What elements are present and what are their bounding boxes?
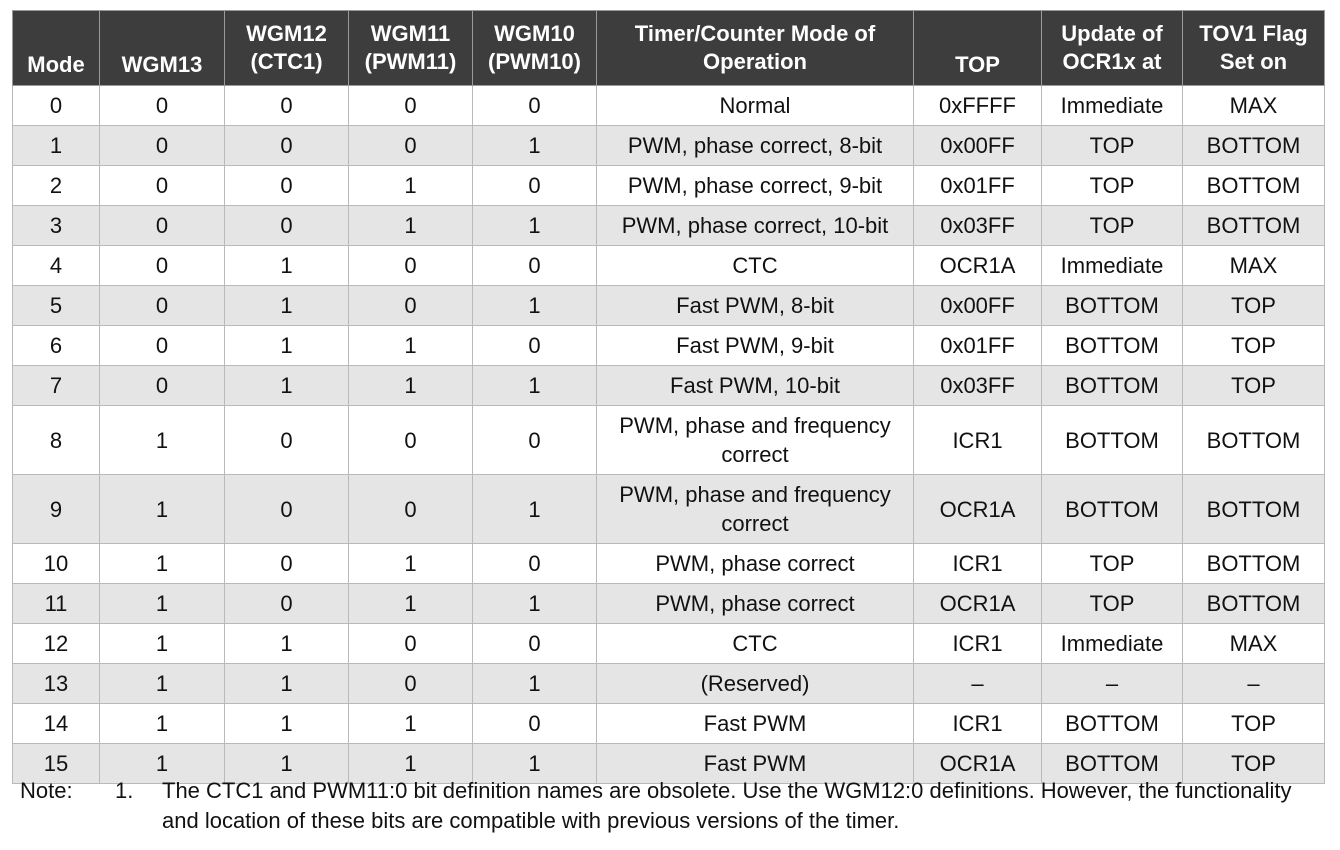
- cell-wgm12: 1: [225, 246, 349, 286]
- cell-tov1: BOTTOM: [1183, 475, 1325, 544]
- header-row: [13, 11, 1325, 86]
- header-tov1-line1: TOV1 Flag: [1199, 21, 1308, 46]
- cell-wgm10: 1: [473, 744, 597, 784]
- table-row: [13, 624, 1325, 664]
- cell-mode: 5: [13, 286, 100, 326]
- header-mode-text: Mode: [27, 52, 85, 77]
- header-wgm10-line1: WGM10: [494, 21, 575, 46]
- cell-top: OCR1A: [914, 475, 1042, 544]
- cell-operation: PWM, phase and frequency correct: [597, 406, 914, 475]
- header-wgm12-line1: WGM12: [246, 21, 327, 46]
- cell-operation: Fast PWM: [597, 744, 914, 784]
- cell-tov1: –: [1183, 664, 1325, 704]
- mode-table: [12, 10, 1325, 784]
- cell-mode: 8: [13, 406, 100, 475]
- header-update-line2: OCR1x at: [1062, 49, 1162, 74]
- cell-update: TOP: [1042, 206, 1183, 246]
- cell-wgm13: 1: [100, 664, 225, 704]
- cell-wgm11: 1: [349, 366, 473, 406]
- cell-operation: PWM, phase and frequency correct: [597, 475, 914, 544]
- cell-mode: 15: [13, 744, 100, 784]
- header-operation: [597, 11, 914, 86]
- cell-wgm12: 1: [225, 286, 349, 326]
- cell-tov1: BOTTOM: [1183, 584, 1325, 624]
- cell-mode: 2: [13, 166, 100, 206]
- table-row: [13, 286, 1325, 326]
- cell-wgm10: 1: [473, 475, 597, 544]
- cell-wgm12: 0: [225, 475, 349, 544]
- cell-mode: 11: [13, 584, 100, 624]
- cell-mode: 1: [13, 126, 100, 166]
- cell-wgm11: 1: [349, 326, 473, 366]
- cell-wgm10: 0: [473, 166, 597, 206]
- cell-update: TOP: [1042, 584, 1183, 624]
- cell-operation: (Reserved): [597, 664, 914, 704]
- table-row: [13, 475, 1325, 544]
- cell-wgm12: 0: [225, 584, 349, 624]
- note-number: 1.: [115, 778, 134, 803]
- table-row: [13, 126, 1325, 166]
- cell-wgm13: 1: [100, 624, 225, 664]
- table-row: [13, 86, 1325, 126]
- cell-update: Immediate: [1042, 624, 1183, 664]
- cell-update: TOP: [1042, 166, 1183, 206]
- table-row: [13, 544, 1325, 584]
- cell-operation: Fast PWM, 9-bit: [597, 326, 914, 366]
- cell-top: 0x03FF: [914, 366, 1042, 406]
- cell-mode: 14: [13, 704, 100, 744]
- cell-update: Immediate: [1042, 86, 1183, 126]
- header-tov1-line2: Set on: [1219, 49, 1288, 74]
- cell-wgm13: 1: [100, 406, 225, 475]
- cell-wgm11: 0: [349, 475, 473, 544]
- cell-update: BOTTOM: [1042, 326, 1183, 366]
- cell-tov1: BOTTOM: [1183, 166, 1325, 206]
- table-row: [13, 166, 1325, 206]
- cell-wgm10: 0: [473, 704, 597, 744]
- table-row: [13, 584, 1325, 624]
- cell-wgm10: 0: [473, 326, 597, 366]
- header-wgm11-line1: WGM11: [370, 21, 451, 46]
- header-wgm11: [349, 11, 473, 86]
- header-wgm10: [473, 11, 597, 86]
- cell-wgm13: 1: [100, 544, 225, 584]
- cell-wgm13: 0: [100, 286, 225, 326]
- table-row: [13, 366, 1325, 406]
- table-row: [13, 704, 1325, 744]
- cell-top: 0x03FF: [914, 206, 1042, 246]
- cell-tov1: BOTTOM: [1183, 544, 1325, 584]
- cell-wgm10: 0: [473, 544, 597, 584]
- cell-tov1: TOP: [1183, 326, 1325, 366]
- cell-tov1: TOP: [1183, 366, 1325, 406]
- cell-wgm12: 1: [225, 624, 349, 664]
- cell-wgm12: 1: [225, 664, 349, 704]
- cell-wgm13: 0: [100, 366, 225, 406]
- cell-wgm10: 0: [473, 86, 597, 126]
- header-wgm13: [100, 11, 225, 86]
- cell-tov1: BOTTOM: [1183, 206, 1325, 246]
- cell-wgm12: 1: [225, 704, 349, 744]
- waveform-generation-mode-table: [12, 10, 1324, 784]
- cell-top: ICR1: [914, 704, 1042, 744]
- cell-operation: PWM, phase correct: [597, 584, 914, 624]
- cell-wgm11: 0: [349, 246, 473, 286]
- cell-wgm10: 1: [473, 126, 597, 166]
- cell-wgm13: 0: [100, 246, 225, 286]
- cell-operation: PWM, phase correct, 10-bit: [597, 206, 914, 246]
- cell-tov1: MAX: [1183, 624, 1325, 664]
- cell-wgm11: 0: [349, 406, 473, 475]
- cell-wgm12: 1: [225, 366, 349, 406]
- cell-wgm10: 0: [473, 624, 597, 664]
- cell-mode: 10: [13, 544, 100, 584]
- cell-top: 0x01FF: [914, 166, 1042, 206]
- cell-wgm10: 0: [473, 246, 597, 286]
- cell-wgm12: 1: [225, 744, 349, 784]
- cell-wgm10: 1: [473, 286, 597, 326]
- cell-update: TOP: [1042, 126, 1183, 166]
- header-top: [914, 11, 1042, 86]
- cell-operation: Fast PWM: [597, 704, 914, 744]
- header-wgm10-line2: (PWM10): [488, 49, 581, 74]
- cell-wgm11: 0: [349, 664, 473, 704]
- header-wgm12-line2: (CTC1): [250, 49, 323, 74]
- cell-mode: 7: [13, 366, 100, 406]
- cell-operation: Normal: [597, 86, 914, 126]
- cell-wgm13: 0: [100, 126, 225, 166]
- cell-operation: CTC: [597, 246, 914, 286]
- cell-top: 0x00FF: [914, 286, 1042, 326]
- note-label: Note:: [20, 778, 73, 803]
- cell-tov1: TOP: [1183, 286, 1325, 326]
- header-tov1: [1183, 11, 1325, 86]
- cell-mode: 4: [13, 246, 100, 286]
- cell-operation: CTC: [597, 624, 914, 664]
- table-row: [13, 206, 1325, 246]
- cell-wgm11: 1: [349, 744, 473, 784]
- cell-wgm11: 1: [349, 544, 473, 584]
- table-header: [13, 11, 1325, 86]
- header-wgm13-text: WGM13: [121, 52, 203, 77]
- cell-wgm12: 0: [225, 126, 349, 166]
- cell-update: BOTTOM: [1042, 406, 1183, 475]
- cell-wgm11: 0: [349, 286, 473, 326]
- note-text: The CTC1 and PWM11:0 bit definition names are obsolete. Use the WGM12:0 definitions. However, the functionality and location of these bits are compatible with previous versions of the timer.: [162, 778, 1292, 833]
- cell-mode: 3: [13, 206, 100, 246]
- cell-top: OCR1A: [914, 584, 1042, 624]
- cell-wgm11: 1: [349, 704, 473, 744]
- cell-operation: PWM, phase correct, 9-bit: [597, 166, 914, 206]
- cell-tov1: TOP: [1183, 744, 1325, 784]
- cell-wgm10: 0: [473, 406, 597, 475]
- cell-tov1: TOP: [1183, 704, 1325, 744]
- cell-mode: 0: [13, 86, 100, 126]
- cell-top: ICR1: [914, 624, 1042, 664]
- cell-mode: 6: [13, 326, 100, 366]
- cell-wgm12: 0: [225, 206, 349, 246]
- cell-wgm13: 0: [100, 206, 225, 246]
- cell-mode: 12: [13, 624, 100, 664]
- cell-top: 0xFFFF: [914, 86, 1042, 126]
- table-row: [13, 664, 1325, 704]
- cell-update: Immediate: [1042, 246, 1183, 286]
- cell-top: OCR1A: [914, 246, 1042, 286]
- cell-update: BOTTOM: [1042, 366, 1183, 406]
- header-top-text: TOP: [955, 52, 1000, 77]
- cell-top: –: [914, 664, 1042, 704]
- cell-wgm11: 0: [349, 126, 473, 166]
- table-row: [13, 246, 1325, 286]
- cell-wgm11: 0: [349, 86, 473, 126]
- cell-wgm13: 1: [100, 744, 225, 784]
- cell-operation: PWM, phase correct: [597, 544, 914, 584]
- cell-mode: 13: [13, 664, 100, 704]
- cell-wgm13: 0: [100, 326, 225, 366]
- cell-wgm12: 0: [225, 544, 349, 584]
- cell-top: 0x00FF: [914, 126, 1042, 166]
- cell-wgm10: 1: [473, 584, 597, 624]
- cell-update: BOTTOM: [1042, 744, 1183, 784]
- cell-wgm11: 1: [349, 584, 473, 624]
- header-operation-line1: Timer/Counter Mode of: [634, 21, 876, 46]
- cell-operation: Fast PWM, 10-bit: [597, 366, 914, 406]
- cell-top: ICR1: [914, 406, 1042, 475]
- cell-update: BOTTOM: [1042, 704, 1183, 744]
- cell-wgm11: 0: [349, 624, 473, 664]
- cell-wgm13: 0: [100, 166, 225, 206]
- cell-top: OCR1A: [914, 744, 1042, 784]
- cell-update: TOP: [1042, 544, 1183, 584]
- cell-tov1: BOTTOM: [1183, 126, 1325, 166]
- header-mode: [13, 11, 100, 86]
- cell-wgm12: 0: [225, 406, 349, 475]
- cell-wgm13: 1: [100, 475, 225, 544]
- cell-update: –: [1042, 664, 1183, 704]
- cell-tov1: MAX: [1183, 246, 1325, 286]
- cell-wgm11: 1: [349, 166, 473, 206]
- cell-wgm10: 1: [473, 206, 597, 246]
- table-row: [13, 326, 1325, 366]
- cell-operation: Fast PWM, 8-bit: [597, 286, 914, 326]
- cell-wgm12: 0: [225, 86, 349, 126]
- cell-mode: 9: [13, 475, 100, 544]
- header-operation-line2: Operation: [703, 49, 807, 74]
- header-wgm12: [225, 11, 349, 86]
- header-wgm11-line2: (PWM11): [364, 49, 457, 74]
- cell-update: BOTTOM: [1042, 475, 1183, 544]
- table-body: [13, 86, 1325, 784]
- cell-top: 0x01FF: [914, 326, 1042, 366]
- table-row: [13, 406, 1325, 475]
- cell-wgm12: 1: [225, 326, 349, 366]
- header-update: [1042, 11, 1183, 86]
- cell-wgm11: 1: [349, 206, 473, 246]
- header-update-line1: Update of: [1061, 21, 1163, 46]
- cell-tov1: BOTTOM: [1183, 406, 1325, 475]
- cell-tov1: MAX: [1183, 86, 1325, 126]
- cell-top: ICR1: [914, 544, 1042, 584]
- cell-operation: PWM, phase correct, 8-bit: [597, 126, 914, 166]
- cell-wgm12: 0: [225, 166, 349, 206]
- cell-wgm13: 0: [100, 86, 225, 126]
- cell-wgm13: 1: [100, 704, 225, 744]
- cell-wgm10: 1: [473, 366, 597, 406]
- cell-wgm13: 1: [100, 584, 225, 624]
- cell-wgm10: 1: [473, 664, 597, 704]
- cell-update: BOTTOM: [1042, 286, 1183, 326]
